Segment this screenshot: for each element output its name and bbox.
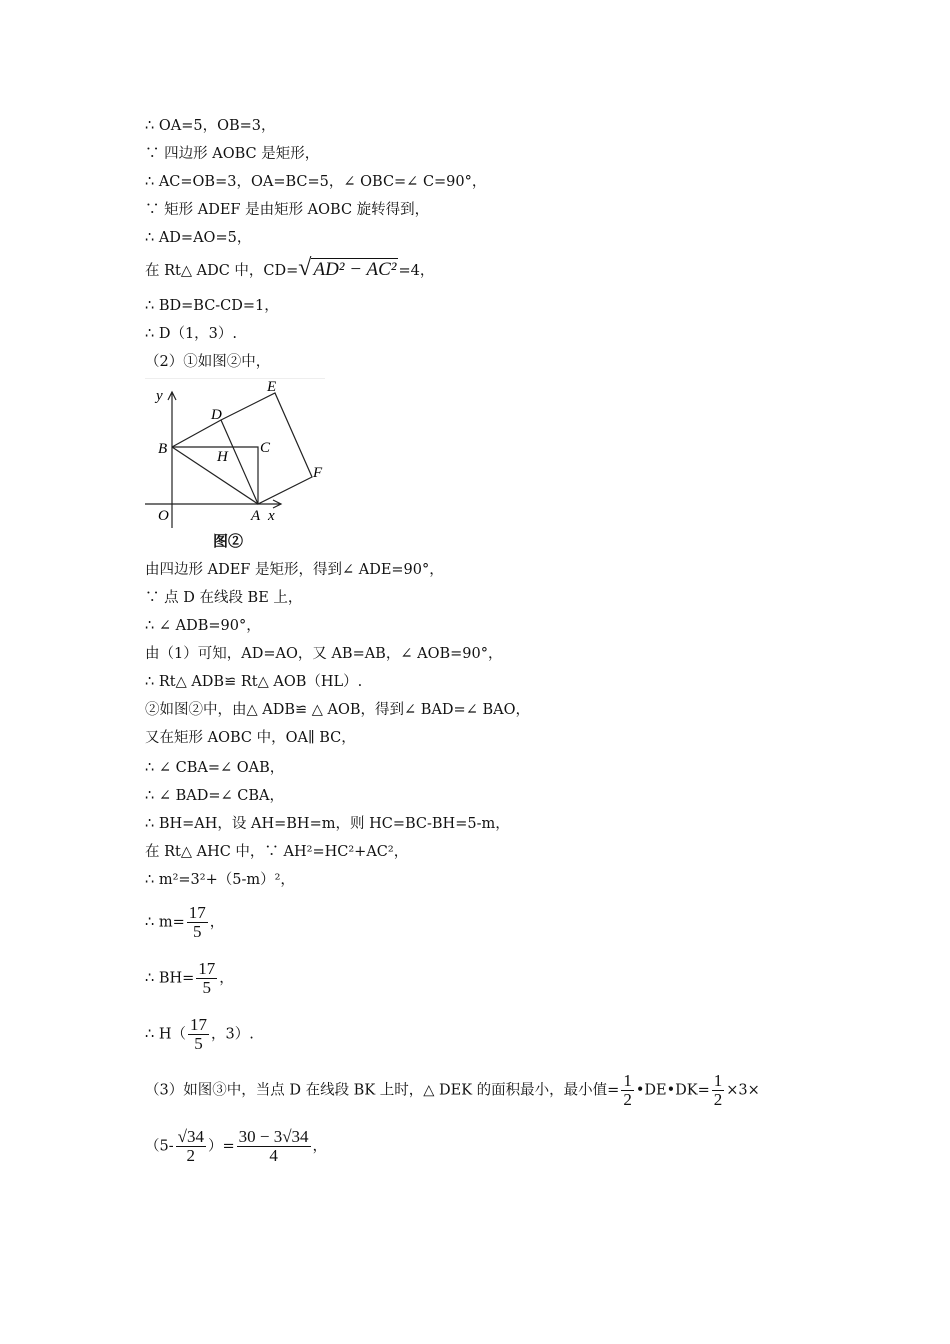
numerator: 1 [713, 1071, 723, 1090]
fraction-half [712, 1072, 725, 1109]
line-25-post: ×3× [726, 1082, 760, 1099]
denominator: 5 [194, 1034, 203, 1053]
label-f: F [313, 465, 323, 481]
line-17: ∴ ∠ CBA=∠ OAB， [145, 760, 285, 776]
line-7: ∴ BD=BC-CD=1， [145, 298, 279, 314]
figure-2 [145, 378, 335, 532]
line-26-pre: （5- [145, 1138, 174, 1155]
denominator: 2 [623, 1090, 632, 1109]
label-h: H [217, 449, 228, 465]
line-25-mid: •DE•DK= [635, 1082, 710, 1099]
line-16: 又在矩形 AOBC 中，OA∥ BC， [145, 730, 356, 746]
line-9: （2）①如图②中， [145, 354, 271, 370]
line-11: ∵ 点 D 在线段 BE 上， [145, 590, 303, 606]
label-x: x [268, 508, 275, 524]
line-5: ∴ AD=AO=5， [145, 230, 252, 246]
denominator: 2 [713, 1090, 723, 1109]
line-1: ∴ OA=5，OB=3， [145, 118, 276, 134]
line-24 [145, 1016, 254, 1053]
fraction-half [621, 1072, 634, 1109]
sqrt-radicand: AD² − AC² [313, 259, 397, 280]
line-19: ∴ BH=AH，设 AH=BH=m，则 HC=BC-BH=5-m， [145, 816, 510, 832]
line-26-mid: ）= [207, 1138, 235, 1155]
label-d: D [211, 407, 222, 423]
line-8: ∴ D（1，3）. [145, 326, 238, 342]
line-23 [145, 960, 234, 997]
line-4: ∵ 矩形 ADEF 是由矩形 AOBC 旋转得到， [145, 202, 430, 218]
line-26-post: ， [312, 1138, 328, 1155]
fraction-17-5 [187, 904, 208, 941]
denominator: 5 [202, 978, 212, 997]
line-22 [145, 904, 224, 941]
line-20: 在 Rt△ AHC 中，∵ AH²=HC²+AC²， [145, 844, 409, 860]
numerator: 17 [188, 903, 206, 922]
line-24-pre: ∴ H（ [145, 1026, 186, 1043]
line-23-pre: ∴ BH= [145, 970, 195, 987]
line-25 [145, 1072, 760, 1109]
figure-caption: 图② [213, 532, 244, 550]
numerator: 17 [198, 959, 216, 978]
denominator: 2 [186, 1146, 196, 1165]
line-6 [145, 255, 435, 281]
line-10: 由四边形 ADEF 是矩形，得到∠ ADE=90°， [145, 562, 444, 578]
label-y: y [156, 388, 163, 404]
line-26 [145, 1128, 327, 1165]
label-o: O [158, 508, 169, 524]
line-2: ∵ 四边形 AOBC 是矩形， [145, 146, 320, 162]
line-25-pre: （3）如图③中，当点 D 在线段 BK 上时，△ DEK 的面积最小，最小值= [145, 1082, 620, 1099]
line-15: ②如图②中，由△ ADB≌ △ AOB，得到∠ BAD=∠ BAO， [145, 702, 530, 718]
geometry-figure [145, 378, 335, 528]
line-23-post: ， [219, 970, 234, 987]
fraction-sqrt34-2 [176, 1128, 206, 1165]
fraction-final [237, 1128, 311, 1165]
label-b: B [158, 441, 168, 457]
sqrt-expression: √ AD² − AC² [298, 255, 397, 281]
line-3: ∴ AC=OB=3，OA=BC=5，∠ OBC=∠ C=90°， [145, 174, 487, 190]
numerator: √34 [177, 1127, 204, 1146]
line-13: 由（1）可知，AD=AO，又 AB=AB，∠ AOB=90°， [145, 646, 503, 662]
line-6-post: =4， [398, 263, 435, 279]
numerator: 1 [623, 1071, 632, 1090]
line-24-post: ，3）. [210, 1026, 254, 1043]
label-e: E [267, 379, 277, 395]
denominator: 4 [269, 1146, 278, 1165]
line-12: ∴ ∠ ADB=90°， [145, 618, 261, 634]
label-c: C [260, 440, 271, 456]
line-18: ∴ ∠ BAD=∠ CBA， [145, 788, 284, 804]
line-21: ∴ m²=3²+（5-m）²， [145, 872, 295, 888]
line-6-pre: 在 Rt△ ADC 中，CD= [145, 263, 299, 279]
numerator: 17 [189, 1015, 207, 1034]
numerator: 30 − 3√34 [238, 1127, 309, 1146]
fraction-17-5 [188, 1016, 209, 1053]
fraction-17-5 [196, 960, 217, 997]
line-22-post: ， [209, 914, 225, 931]
line-22-pre: ∴ m= [145, 914, 185, 931]
denominator: 5 [192, 922, 202, 941]
line-14: ∴ Rt△ ADB≌ Rt△ AOB（HL）. [145, 674, 363, 690]
label-a: A [251, 508, 261, 524]
